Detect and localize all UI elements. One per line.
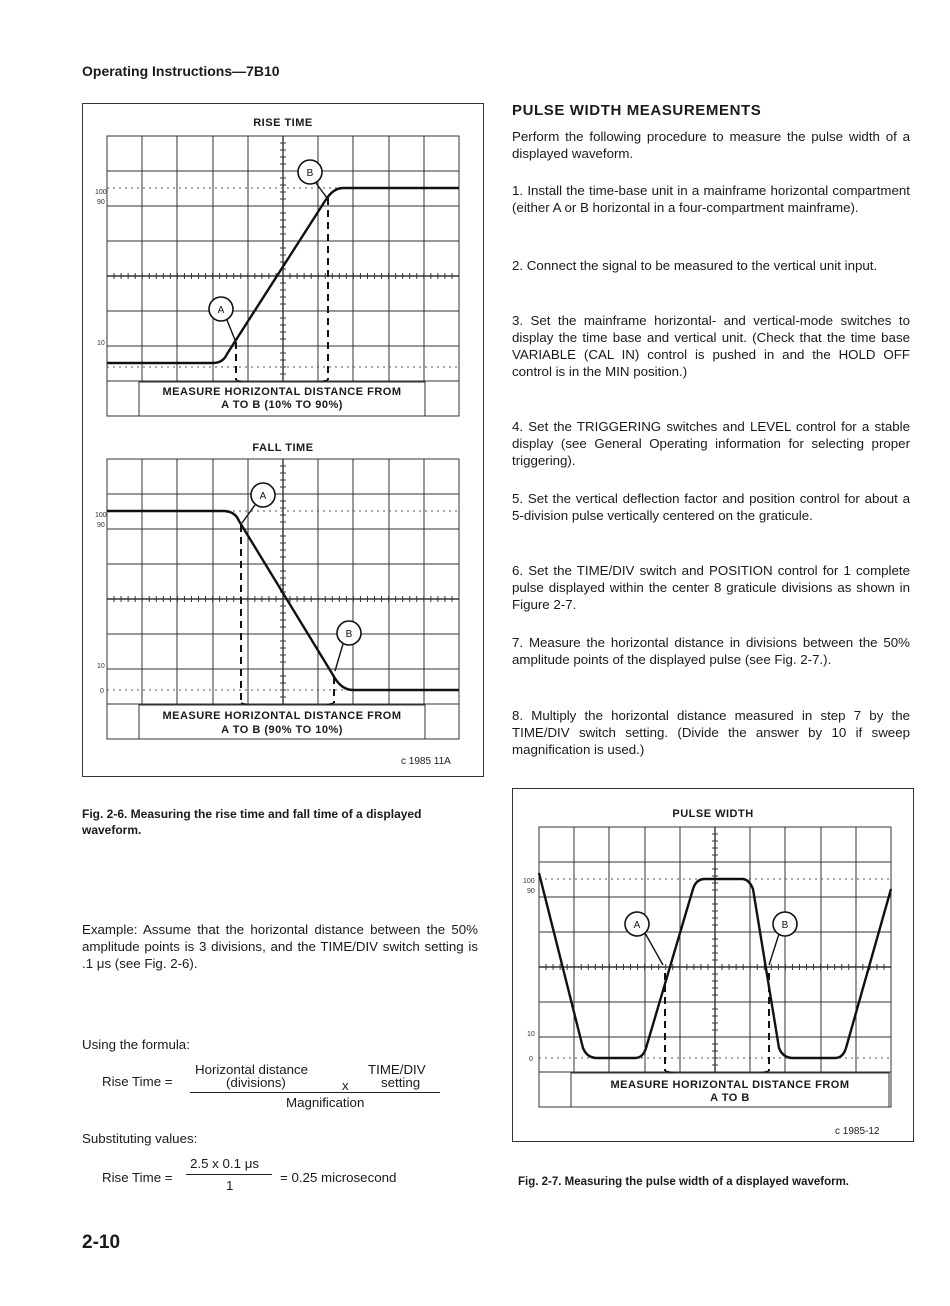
point-a-marker <box>242 483 275 523</box>
step-4: 4. Set the TRIGGERING switches and LEVEL control for a stable display (see General Operating information for selecting proper triggering). <box>512 419 910 468</box>
substituting-label: Substituting values: <box>82 1131 198 1146</box>
substitution-fraction-bar <box>186 1174 272 1175</box>
running-header: Operating Instructions—7B10 <box>82 63 280 79</box>
pulse-width-graticule <box>523 823 895 1113</box>
svg-text:A: A <box>259 491 267 502</box>
point-b-marker <box>298 160 327 198</box>
section-title: PULSE WIDTH MEASUREMENTS <box>512 102 762 119</box>
svg-text:A: A <box>633 920 641 931</box>
label-90: 90 <box>97 199 105 206</box>
svg-text:B: B <box>345 629 353 640</box>
point-a-marker <box>625 912 663 965</box>
step-5: 5. Set the vertical deflection factor and position control for about a 5-division pulse vertically centered on the graticule. <box>512 491 910 523</box>
formula-times: x <box>342 1078 349 1093</box>
rise-time-label: Rise Time = <box>102 1074 173 1089</box>
pulse-width-title: PULSE WIDTH <box>672 808 754 820</box>
label-100: 100 <box>95 189 107 196</box>
rise-time-title: RISE TIME <box>253 117 313 129</box>
step-1: 1. Install the time-base unit in a mainframe horizontal compartment (either A or B horizontal in a four-compartment mainframe). <box>512 183 910 215</box>
step-6: 6. Set the TIME/DIV switch and POSITION control for 1 complete pulse displayed within the center 8 graticule divisions as shown in Figure 2-7. <box>512 563 910 612</box>
svg-text:B: B <box>781 920 789 931</box>
svg-text:A: A <box>217 305 225 316</box>
fall-measure-line2: A TO B (90% TO 10%) <box>221 724 343 736</box>
formula-tdiv-line2: setting <box>381 1075 421 1090</box>
substitution-numerator: 2.5 x 0.1 μs <box>190 1156 260 1171</box>
point-b-marker <box>335 621 361 671</box>
point-b-marker <box>769 912 797 965</box>
label-0: 0 <box>529 1056 533 1063</box>
label-0: 0 <box>100 688 104 695</box>
label-100: 100 <box>523 878 535 885</box>
step-2: 2. Connect the signal to be measured to the vertical unit input. <box>512 258 878 273</box>
step-3: 3. Set the mainframe horizontal- and vertical-mode switches to display the time base and vertical unit. (Check that the time base VARIABLE (CAL IN) control is pushed in and the HOLD OFF control is in the MIN position.) <box>512 313 910 379</box>
formula-fraction-bar <box>190 1092 440 1093</box>
rise-time-graticule <box>95 132 463 422</box>
rise-measure-line2: A TO B (10% TO 90%) <box>221 399 343 411</box>
example-paragraph: Example: Assume that the horizontal distance between the 50% amplitude points is 3 divisions, and the TIME/DIV switch setting is .1 μs (see Fig. 2-6). <box>82 922 478 971</box>
formula-numerator-line1: Horizontal distance <box>195 1062 309 1077</box>
svg-text:B: B <box>306 168 314 179</box>
label-90: 90 <box>97 522 105 529</box>
label-10: 10 <box>97 663 105 670</box>
rise-measure-line1: MEASURE HORIZONTAL DISTANCE FROM <box>162 386 402 398</box>
fall-measure-line1: MEASURE HORIZONTAL DISTANCE FROM <box>162 710 402 722</box>
using-formula-label: Using the formula: <box>82 1037 190 1052</box>
formula-tdiv-line1: TIME/DIV <box>368 1062 426 1077</box>
pulse-measure-line1: MEASURE HORIZONTAL DISTANCE FROM <box>610 1079 850 1091</box>
pulse-measure-line2: A TO B <box>710 1092 750 1104</box>
figure-copyright: c 1985 11A <box>401 756 451 767</box>
fall-time-title: FALL TIME <box>252 442 314 454</box>
label-10: 10 <box>97 340 105 347</box>
label-90: 90 <box>527 888 535 895</box>
formula-numerator-line2: (divisions) <box>226 1075 286 1090</box>
figure-2-6-caption: Fig. 2-6. Measuring the rise time and fall time of a displayed waveform. <box>82 807 422 837</box>
figure-2-7 <box>512 788 914 1142</box>
substitution-denominator: 1 <box>226 1178 234 1193</box>
step-8: 8. Multiply the horizontal distance measured in step 7 by the TIME/DIV switch setting. (Divide the answer by 10 if sweep magnification is used.) <box>512 708 910 757</box>
step-7: 7. Measure the horizontal distance in divisions between the 50% amplitude points of the displayed pulse (see Fig. 2-7.). <box>512 635 910 667</box>
section-intro: Perform the following procedure to measure the pulse width of a displayed waveform. <box>512 129 910 161</box>
figure-2-7-caption: Fig. 2-7. Measuring the pulse width of a displayed waveform. <box>518 1176 850 1188</box>
page-number: 2-10 <box>82 1232 121 1253</box>
label-100: 100 <box>95 512 107 519</box>
label-10: 10 <box>527 1031 535 1038</box>
substitution-result: = 0.25 microsecond <box>280 1170 397 1185</box>
formula-denominator: Magnification <box>286 1095 365 1110</box>
fall-time-graticule <box>95 455 463 745</box>
figure-2-6 <box>82 103 484 777</box>
figure-copyright: c 1985-12 <box>835 1126 880 1137</box>
rise-time-label-2: Rise Time = <box>102 1170 173 1185</box>
